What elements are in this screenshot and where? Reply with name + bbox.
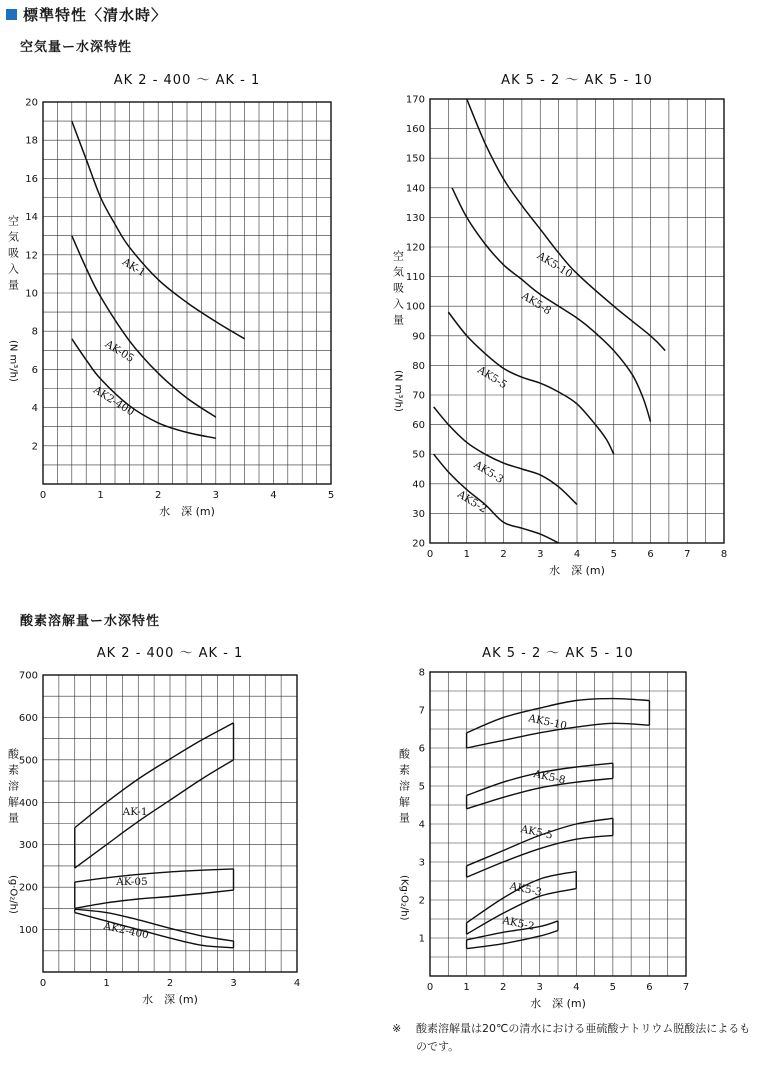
series-label-ak5-8: AK5-8 [519,289,554,318]
x-tick-label: 5 [609,982,617,993]
series-label-ak-1: AK-1 [122,806,148,819]
y-axis-label: 酸素溶解量 [6,748,20,828]
series-label-ak2-400: AK2-400 [91,384,137,419]
y-tick-label: 100 [18,925,38,937]
y-axis-label: 空気吸入量 [391,250,405,330]
y-tick-label: 4 [418,819,425,831]
x-tick-label: 8 [720,549,728,560]
series-label-ak5-5: AK5-5 [475,363,510,392]
series-label-ak5-3: AK5-3 [508,880,543,899]
y-axis-unit: (N m³/h) [392,370,404,412]
y-axis-label: 空気吸入量 [6,215,20,295]
x-tick-label: 4 [293,978,301,989]
x-tick-label: 7 [684,549,691,560]
chart-title: AK 2 - 400 〜 AK - 1 [96,646,244,661]
y-tick-label: 20 [25,97,38,109]
x-tick-label: 6 [646,982,653,993]
y-tick-label: 150 [405,153,425,165]
series-label-ak-1: AK-1 [120,255,148,280]
y-tick-label: 160 [405,124,425,136]
y-axis-unit: (g·O₂/h) [7,875,19,914]
y-tick-label: 70 [412,390,425,402]
x-tick-label: 0 [39,978,47,989]
y-tick-label: 16 [25,173,38,185]
x-tick-label: 2 [166,978,174,989]
x-tick-label: 5 [610,549,617,560]
x-tick-label: 1 [463,549,470,560]
series-label-ak-05: AK-05 [102,338,137,366]
x-tick-label: 4 [573,549,581,560]
y-tick-label: 90 [412,331,425,343]
x-tick-label: 1 [97,490,104,501]
x-tick-label: 0 [426,549,434,560]
x-tick-label: 2 [499,982,507,993]
series-label-ak5-3: AK5-3 [471,458,506,487]
x-tick-label: 6 [647,549,654,560]
y-tick-label: 4 [31,403,38,415]
y-tick-label: 80 [412,360,425,372]
y-tick-label: 2 [31,441,38,453]
y-tick-label: 20 [412,538,425,550]
y-axis-unit: (N m³/h) [7,340,19,382]
x-tick-label: 4 [573,982,580,993]
series-label-ak5-5: AK5-5 [519,823,554,842]
section-title-air: 空気量ー水深特性 [20,40,133,55]
x-axis-label: 水 深 (m) [159,505,215,518]
series-label-ak5-10: AK5-10 [527,712,568,733]
y-tick-label: 30 [412,508,425,520]
y-tick-label: 1 [418,933,425,945]
y-tick-label: 170 [405,94,425,106]
y-tick-label: 12 [25,250,38,262]
y-tick-label: 140 [405,183,425,195]
x-tick-label: 4 [270,490,277,501]
x-axis-label: 水 深 (m) [142,993,198,1006]
x-tick-label: 3 [230,978,237,989]
y-tick-label: 7 [418,705,425,717]
chart-title: AK 5 - 2 〜 AK 5 - 10 [482,646,634,661]
x-tick-label: 3 [536,982,543,993]
series-label-ak2-400: AK2-400 [102,920,150,942]
chart-title: AK 2 - 400 〜 AK - 1 [113,73,261,88]
y-tick-label: 100 [405,301,425,313]
y-tick-label: 400 [18,797,38,809]
y-tick-label: 110 [405,272,425,284]
x-tick-label: 1 [103,978,110,989]
x-tick-label: 1 [463,982,470,993]
footnote [392,1020,752,1056]
series-label-ak5-2: AK5-2 [455,488,489,516]
y-tick-label: 60 [412,420,425,432]
series-label-ak5-10: AK5-10 [534,249,575,281]
y-tick-label: 8 [31,326,38,338]
x-axis-label: 水 深 (m) [549,564,605,577]
chart-title: AK 5 - 2 〜 AK 5 - 10 [501,73,653,88]
y-tick-label: 14 [25,212,38,224]
y-tick-label: 6 [418,743,425,755]
x-tick-label: 5 [327,490,335,501]
page-title: 標準特性〈清水時〉 [23,6,168,24]
y-tick-label: 2 [418,895,425,907]
y-axis-unit: (Kg·O₂/h) [398,875,410,921]
x-tick-label: 2 [155,490,162,501]
y-tick-label: 200 [18,882,38,894]
series-label-ak5-8: AK5-8 [532,768,567,787]
y-tick-label: 130 [405,212,425,224]
footnote-mark: ※ [392,1022,402,1035]
y-tick-label: 18 [25,135,38,147]
section-title-oxygen: 酸素溶解量ー水深特性 [20,614,161,629]
x-tick-label: 3 [537,549,544,560]
y-tick-label: 50 [412,449,425,461]
y-tick-label: 700 [18,670,38,682]
x-axis-label: 水 深 (m) [530,997,586,1010]
y-tick-label: 5 [418,781,425,793]
y-tick-label: 6 [31,364,38,376]
footnote-text: 酸素溶解量は20℃の清水における亜硫酸ナトリウム脱酸法によるものです。 [416,1022,751,1053]
x-tick-label: 7 [682,982,690,993]
x-tick-label: 2 [500,549,507,560]
y-tick-label: 40 [412,479,425,491]
y-tick-label: 10 [25,288,38,300]
x-tick-label: 0 [426,982,434,993]
y-axis-label: 酸素溶解量 [397,748,411,828]
y-tick-label: 8 [418,667,425,679]
series-label-ak-05: AK-05 [116,876,148,889]
y-tick-label: 120 [405,242,425,254]
series-ak5-2-lower [467,930,558,948]
y-tick-label: 3 [418,857,425,869]
y-tick-label: 300 [18,840,38,852]
x-tick-label: 3 [212,490,219,501]
x-tick-label: 0 [39,490,47,501]
y-tick-label: 500 [18,755,38,767]
y-tick-label: 600 [18,712,38,724]
series-label-ak5-2: AK5-2 [501,914,536,933]
